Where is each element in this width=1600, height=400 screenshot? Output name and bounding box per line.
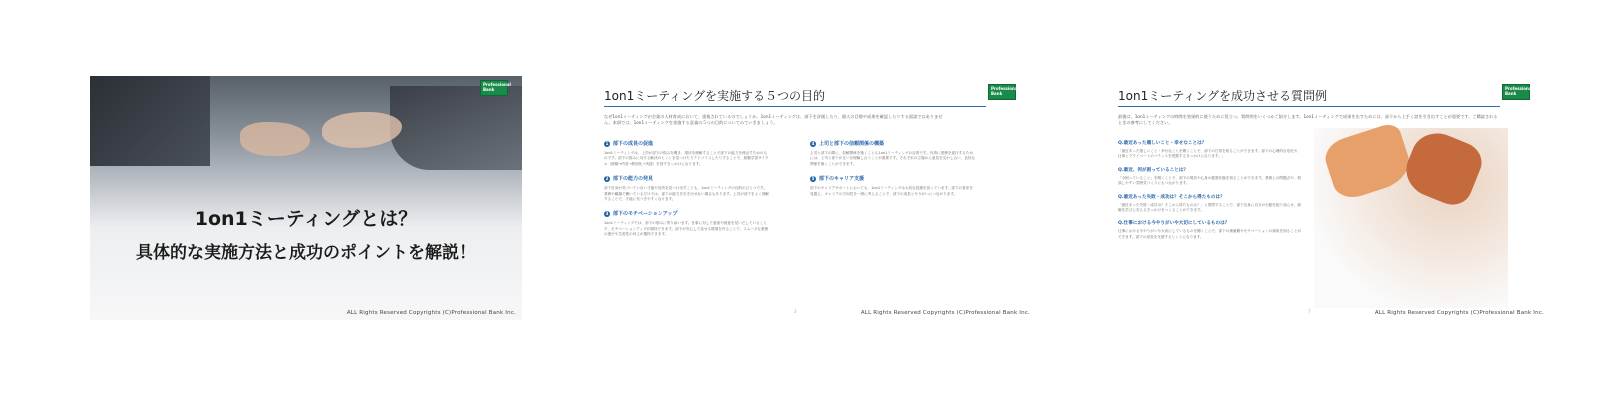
photo-sleeve: [390, 86, 522, 170]
purpose-section: [810, 140, 976, 167]
purpose-heading-text: 上司と部下の信頼関係の構築: [819, 141, 885, 147]
slide-thumbnail-questions[interactable]: [1118, 76, 1550, 320]
purpose-heading: [810, 175, 976, 182]
cover-title: 1on1ミーティングとは？: [194, 208, 418, 230]
question-heading: Q.最近あった嬉しいこと・幸せなことは？: [1118, 141, 1207, 146]
purpose-section: [604, 140, 770, 167]
purpose-heading-text: 部下の成長の促進: [613, 141, 654, 147]
number-badge-icon: 4: [811, 140, 815, 146]
question-heading: Q.仕事における今やりがいや大切にしているものは？: [1118, 221, 1230, 227]
professional-bank-logo-icon: [988, 84, 1019, 100]
purpose-heading-text: 部下のキャリア支援: [819, 176, 865, 183]
purposes-right-column: [810, 140, 976, 205]
purposes-left-column: [604, 140, 770, 246]
cover-subtitle: 具体的な実施方法と成功のポイントを解説！: [136, 243, 476, 263]
slide-thumbnail-cover[interactable]: [90, 76, 522, 320]
logo-line1: Professional: [991, 86, 1019, 91]
photo-window-shadow: [90, 76, 210, 166]
purpose-heading-text: 部下の能力の発見: [613, 176, 654, 183]
page-number: 7: [1308, 309, 1311, 314]
professional-bank-logo-icon: [480, 80, 511, 96]
slide-title: 1on1ミーティングを実施する５つの目的: [604, 89, 826, 103]
logo-line2: Bank: [483, 87, 495, 92]
question-answer: 仕事における今やりがいや大切にしているものを聞くことで、部下の価値観やモチベーションの源泉を知ることができます。部下の成長を支援するヒントになります。: [1118, 229, 1302, 239]
question-heading: Q.最近、何が困っていることは？: [1118, 167, 1188, 173]
purpose-heading-text: 部下のモチベーションアップ: [613, 211, 678, 218]
logo-line1: Professional: [483, 82, 511, 87]
question-answer: 「最近あった嬉しいこと・幸せなことを聞くことで、部下の日常を知ることができます。部下の心理的な変化や、仕事とプライベートのバランスを把握するきっかけになります。」: [1118, 149, 1301, 159]
logo-line2: Bank: [991, 91, 1003, 96]
purpose-body: 上司と部下の間に、信頼関係を築くことも1on1ミーティングの目的です。円滑に業務を遂行するためには、上司と部下が互いを理解し合うことが重要です。それぞれの立場から意見を交わし合い、良好な関係を築くことができます。: [810, 151, 976, 166]
copyright-text: ALL Rights Reserved Copyrights (C)Professional Bank Inc.: [1374, 310, 1544, 316]
copyright-text: ALL Rights Reserved Copyrights (C)Professional Bank Inc.: [860, 310, 1030, 316]
copyright-text: ALL Rights Reserved Copyrights (C)Professional Bank Inc.: [346, 310, 516, 316]
purpose-body: 部下のキャリアサポートにおいても、1on1ミーティングは大切な役割を担っています。部下の将来を見据え、キャリアの方向性を一緒に考えることで、部下の成長とやりがいにつながります。: [810, 186, 973, 196]
number-badge-icon: 5: [811, 175, 815, 181]
purpose-body: 部下自身が気づいていない才能や長所を見つけ出すことも、1on1ミーティングの目的のひとつです。業務や職場で働いているだけでは、部下の能力を引き出せない場合もあります。上司が部下をよく理解することで、才能に気づきやすくなります。: [604, 186, 770, 202]
purpose-heading: [810, 140, 976, 147]
photo-hand-left: [240, 122, 310, 156]
title-divider: [604, 106, 986, 107]
number-badge-icon: 3: [605, 210, 609, 216]
logo-line1: Professional: [1505, 86, 1533, 91]
logo-line2: Bank: [1505, 91, 1517, 96]
page-number: 3: [794, 309, 797, 314]
purpose-section: [810, 175, 976, 197]
purpose-heading: [604, 210, 770, 217]
professional-bank-logo-icon: [1502, 84, 1533, 100]
purpose-heading: [604, 140, 770, 147]
slide-title: 1on1ミーティングを成功させる質問例: [1118, 89, 1328, 103]
purpose-section: [604, 210, 770, 237]
slide-thumbnail-purposes[interactable]: [604, 76, 1036, 320]
number-badge-icon: 1: [605, 140, 609, 146]
slide-intro: なぜ1on1ミーティングが企業の人材育成において、重視されているのでしょうか。1on1ミーティングは、部下を評価したり、個人の目標や成果を確認したりする面談ではありません。本項では、1on1ミーティングを実施する意義の５つの目的についてみていきましょう。: [604, 114, 943, 125]
question-list: [1118, 140, 1304, 247]
question-answer: 「今困っていること」を聞くことで、部下の現状や心身の健康状態を知ることができます。業務上の問題点や、相談しやすい雰囲気づくりにもつながります。: [1118, 175, 1301, 186]
slide-intro: 最後は、1on1ミーティングの時間を効果的に使うために役立つ、質問例をいくつかご紹介します。1on1ミーティングで成果を出すためには、部下から上手く話を引き出すことが重要です。ご購読されるときの参考にしてください。: [1118, 114, 1498, 125]
purpose-body: 1on1ミーティングは、上司が部下の悩みを聞き、現状を理解することで部下の能力を伸ばすためのものです。部下の悩みに対する解決のヒントを見つけたりアドバイスしたりすることで、経験学習サイクル（経験→内省→教訓化→実践）を回すきっかけになります。: [604, 151, 769, 166]
purpose-body: 1on1ミーティングでは、部下の悩みに寄り添います。仕事に対して意欲や熱意を見いだしていることで、モチベーションアップが期待できます。部下が安心して話せる環境を作ることで、スムーズな業務の進行や生産性の向上が期待できます。: [604, 221, 769, 237]
purpose-section: [604, 175, 770, 202]
number-badge-icon: 2: [605, 175, 609, 181]
purpose-heading: [604, 175, 770, 182]
question-answer: 「最近あった失敗・成功は？そこから得たものは？」と質問することで、部下自身に自分の行動を振り返らせ、経験を学びに変えるきっかけをつくることができます。: [1118, 202, 1301, 213]
title-divider: [1118, 106, 1500, 107]
question-heading: Q.最近あった失敗・成功は？そこから得たものは？: [1118, 194, 1225, 200]
